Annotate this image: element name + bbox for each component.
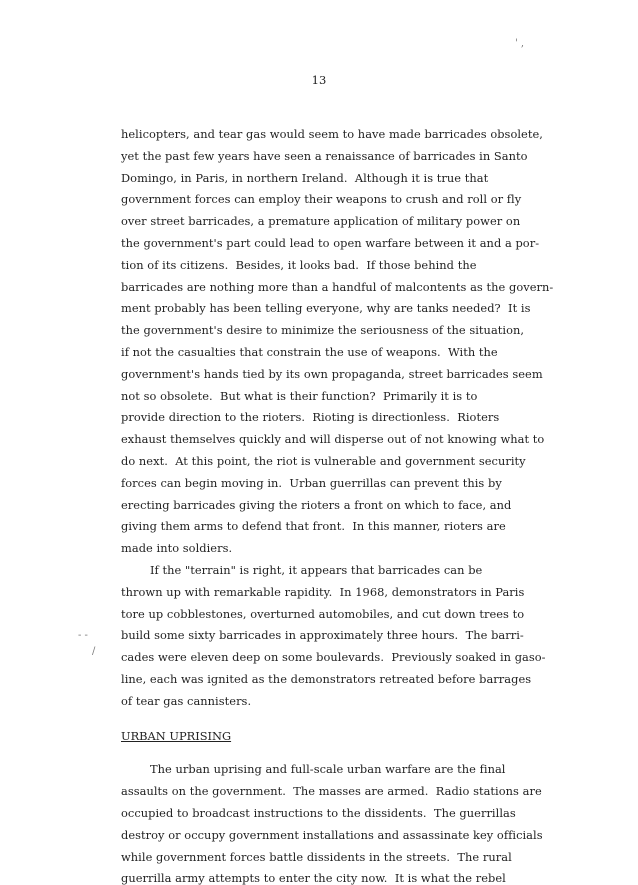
text-line: made into soldiers.: [121, 541, 233, 555]
text-line: if not the casualties that constrain the use of weapons. With the: [121, 345, 498, 359]
text-line: tore up cobblestones, overturned automobiles, and cut down trees to: [121, 607, 525, 621]
page-number: 13: [311, 73, 327, 87]
text-line: guerrilla army attempts to enter the city now. It is what the rebel: [121, 871, 506, 885]
text-line: line, each was ignited as the demonstrators retreated before barrages: [121, 672, 532, 686]
text-line: The urban uprising and full-scale urban warfare are the final: [150, 762, 506, 776]
text-line: forces can begin moving in. Urban guerrillas can prevent this by: [121, 476, 502, 490]
text-line: occupied to broadcast instructions to the dissidents. The guerrillas: [121, 806, 516, 820]
text-line: helicopters, and tear gas would seem to have made barricades obsolete,: [121, 127, 543, 141]
text-line: destroy or occupy government installations and assassinate key officials: [121, 828, 543, 842]
text-line: government's hands tied by its own propaganda, street barricades seem: [121, 367, 543, 381]
text-line: while government forces battle dissidents in the streets. The rural: [121, 850, 512, 864]
text-line: yet the past few years have seen a renaissance of barricades in Santo: [121, 149, 528, 163]
scan-mark-top-right: ' ,: [515, 38, 525, 49]
text-line: tion of its citizens. Besides, it looks bad. If those behind the: [121, 258, 477, 272]
text-line: of tear gas cannisters.: [121, 694, 252, 708]
text-line: thrown up with remarkable rapidity. In 1968, demonstrators in Paris: [121, 585, 525, 599]
text-line: erecting barricades giving the rioters a front on which to face, and: [121, 498, 512, 512]
text-line: barricades are nothing more than a handful of malcontents as the govern-: [121, 280, 554, 294]
scan-mark-left-slash: /: [92, 646, 96, 657]
text-line: over street barricades, a premature application of military power on: [121, 214, 521, 228]
text-line: exhaust themselves quickly and will disperse out of not knowing what to: [121, 432, 545, 446]
text-line: do next. At this point, the riot is vulnerable and government security: [121, 454, 526, 468]
section-heading: URBAN UPRISING: [121, 729, 232, 743]
text-line: build some sixty barricades in approximately three hours. The barri-: [121, 628, 524, 642]
text-line: the government's part could lead to open warfare between it and a por-: [121, 236, 540, 250]
text-line: If the "terrain" is right, it appears that barricades can be: [150, 563, 483, 577]
text-line: not so obsolete. But what is their function? Primarily it is to: [121, 389, 478, 403]
text-line: cades were eleven deep on some boulevards. Previously soaked in gaso-: [121, 650, 546, 664]
text-line: the government's desire to minimize the seriousness of the situation,: [121, 323, 525, 337]
text-line: ment probably has been telling everyone, why are tanks needed? It is: [121, 301, 531, 315]
scan-mark-left-dash: - -: [78, 630, 88, 641]
text-line: government forces can employ their weapons to crush and roll or fly: [121, 192, 522, 206]
text-line: giving them arms to defend that front. In this manner, rioters are: [121, 519, 506, 533]
text-line: provide direction to the rioters. Rioting is directionless. Rioters: [121, 410, 500, 424]
text-line: Domingo, in Paris, in northern Ireland. Although it is true that: [121, 171, 489, 185]
text-line: assaults on the government. The masses are armed. Radio stations are: [121, 784, 542, 798]
